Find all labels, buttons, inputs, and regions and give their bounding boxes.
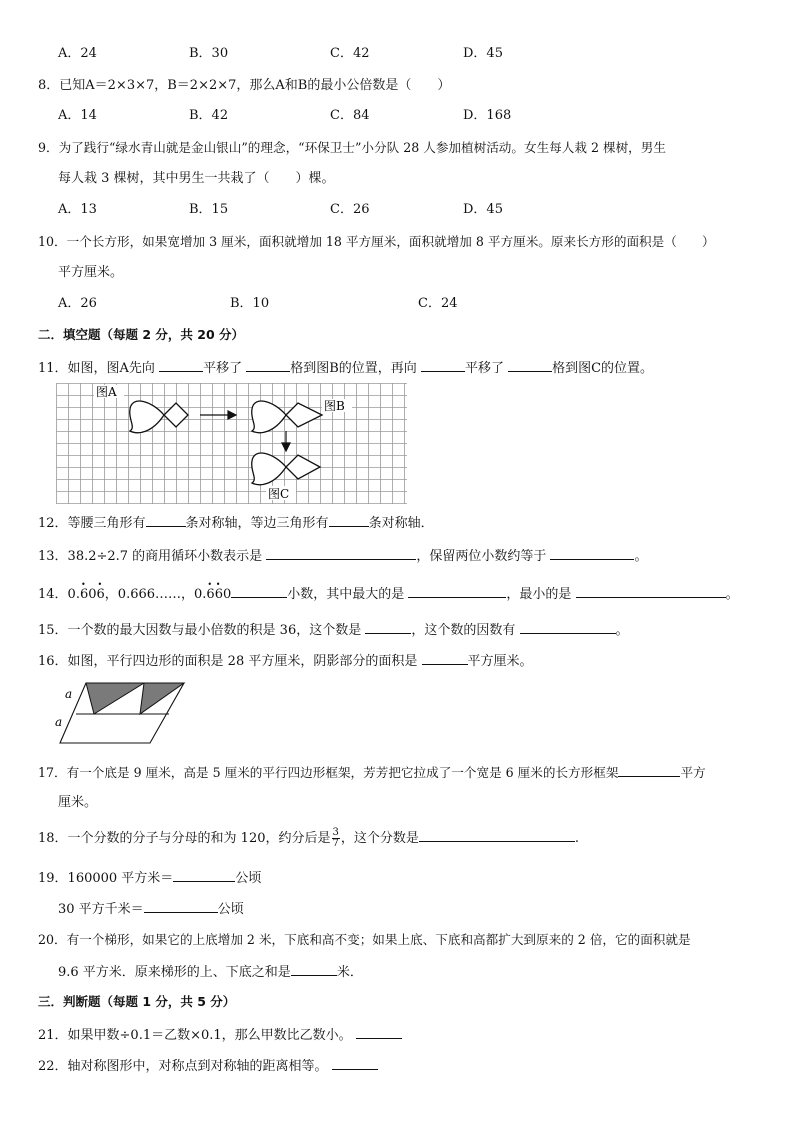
q13-blank-1[interactable] xyxy=(266,546,416,560)
section-2-heading: 二．填空题（每题 2 分，共 20 分） xyxy=(38,327,245,342)
q18-fraction: $\frac{3}{7}$ xyxy=(332,827,339,849)
q16-parallelogram-figure xyxy=(52,680,192,746)
q8-option-a[interactable]: A．14 xyxy=(58,108,97,123)
q7-option-b[interactable]: B．30 xyxy=(189,46,229,61)
q11-blank-3[interactable] xyxy=(421,358,465,372)
q17-line1: 17．有一个底是 9 厘米，高是 5 厘米的平行四边形框架，芳芳把它拉成了一个宽是 6 厘米的长方形框架 平方 xyxy=(38,765,706,780)
q14-blank-2[interactable] xyxy=(408,584,506,598)
q19-blank-1[interactable] xyxy=(173,868,235,882)
figure-a-shape xyxy=(130,401,188,433)
q22-text: 22．轴对称图形中，对称点到对称轴的距离相等。 xyxy=(38,1056,378,1076)
q8-option-b[interactable]: B．42 xyxy=(189,108,229,123)
q18-blank-1[interactable] xyxy=(419,828,575,842)
fig-c-label: 图C xyxy=(268,487,290,501)
q17-line2: 厘米。 xyxy=(58,795,98,810)
q11-grid-figure xyxy=(56,383,408,504)
q10-line1: 10．一个长方形，如果宽增加 3 厘米，面积就增加 18 平方厘米，面积就增加 8 平方厘米。原来长方形的面积是（ ） xyxy=(38,234,715,249)
q9-line2: 每人栽 3 棵树，其中男生一共栽了（ ）棵。 xyxy=(58,171,335,186)
q10-line2: 平方厘米。 xyxy=(58,265,124,280)
fig-b-label: 图B xyxy=(324,399,345,413)
q19-line1: 19．160000 平方米＝ 公顷 xyxy=(38,868,261,888)
q17-blank-1[interactable] xyxy=(618,763,680,777)
q14-blank-1[interactable] xyxy=(231,584,287,598)
q11-blank-4[interactable] xyxy=(508,358,552,372)
q8-option-d[interactable]: D．168 xyxy=(463,108,512,123)
q8-option-c[interactable]: C．84 xyxy=(330,108,370,123)
q15-blank-2[interactable] xyxy=(520,620,616,634)
q9-option-a[interactable]: A．13 xyxy=(58,202,97,217)
q11-blank-2[interactable] xyxy=(246,358,290,372)
q9-option-b[interactable]: B．15 xyxy=(189,202,229,217)
q20-blank-1[interactable] xyxy=(291,962,337,976)
q13-blank-2[interactable] xyxy=(550,546,634,560)
q12-blank-1[interactable] xyxy=(146,513,186,527)
q14-blank-3[interactable] xyxy=(576,584,726,598)
figure-b-shape xyxy=(252,401,322,433)
q15-text: 15．一个数的最大因数与最小倍数的积是 36，这个数是 ，这个数的因数有 。 xyxy=(38,620,629,640)
q7-option-c[interactable]: C．42 xyxy=(330,46,370,61)
q13-text: 13．38.2÷2.7 的商用循环小数表示是 ，保留两位小数约等于 。 xyxy=(38,546,648,566)
q18-text: 18．一个分数的分子与分母的和为 120，约分后是 $\frac{3}{7}$ ，这个分数是 . xyxy=(38,827,580,849)
q7-option-d[interactable]: D．45 xyxy=(463,46,503,61)
q10-option-a[interactable]: A．26 xyxy=(58,296,97,311)
fig-a-label: 图A xyxy=(96,385,117,399)
q19-blank-2[interactable] xyxy=(144,899,218,913)
q21-text: 21．如果甲数÷0.1＝乙数×0.1，那么甲数比乙数小。 xyxy=(38,1025,402,1045)
q16-label-a-bottom: a xyxy=(55,715,63,729)
q9-line1: 9．为了践行“绿水青山就是金山银山”的理念，“环保卫士”小分队 28 人参加植树活动。女生每人栽 2 棵树，男生 xyxy=(38,140,666,155)
q10-option-b[interactable]: B．10 xyxy=(230,296,270,311)
q7-option-a[interactable]: A．24 xyxy=(58,46,97,61)
q20-line2: 9.6 平方米．原来梯形的上、下底之和是 米． xyxy=(58,962,363,982)
section-3-heading: 三．判断题（每题 1 分，共 5 分） xyxy=(38,994,236,1009)
q21-blank[interactable] xyxy=(356,1025,402,1039)
q15-blank-1[interactable] xyxy=(365,620,411,634)
q9-option-c[interactable]: C．26 xyxy=(330,202,370,217)
q19-line2: 30 平方千米＝ 公顷 xyxy=(58,899,244,919)
q11-text: 11．如图，图A先向 平移了 格到图B的位置，再向 平移了 格到图C的位置。 xyxy=(38,358,653,378)
q12-text: 12．等腰三角形有 条对称轴，等边三角形有 条对称轴． xyxy=(38,513,434,533)
q12-blank-2[interactable] xyxy=(329,513,369,527)
q16-blank-1[interactable] xyxy=(422,651,468,665)
q10-option-c[interactable]: C．24 xyxy=(418,296,458,311)
q11-blank-1[interactable] xyxy=(159,358,203,372)
q16-text: 16．如图，平行四边形的面积是 28 平方厘米，阴影部分的面积是 平方厘米。 xyxy=(38,651,533,671)
q8-text: 8．已知A＝2×3×7，B＝2×2×7，那么A和B的最小公倍数是（ ） xyxy=(38,78,451,93)
figure-c-shape xyxy=(252,453,320,485)
q9-option-d[interactable]: D．45 xyxy=(463,202,503,217)
q20-line1: 20．有一个梯形，如果它的上底增加 2 米，下底和高不变；如果上底、下底和高都扩大到原来的 2 倍，它的面积就是 xyxy=(38,932,691,947)
q16-label-a-top: a xyxy=(65,687,73,701)
q14-text: 14．0.• 60• 6，0.666……，0.• 6• 60 小数，其中最大的是 ，最小的是 。 xyxy=(38,584,739,604)
q22-blank[interactable] xyxy=(332,1056,378,1070)
